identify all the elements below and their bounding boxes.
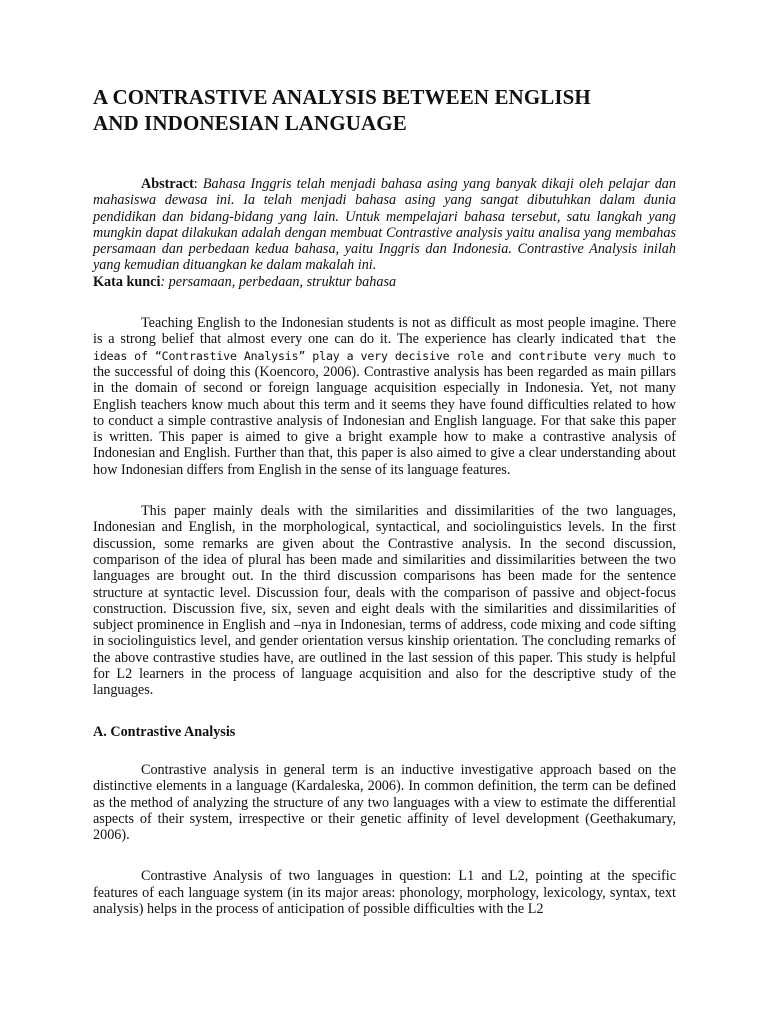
keywords-label: Kata kunci: [93, 273, 161, 290]
body-paragraph-2: This paper mainly deals with the similarities and dissimilarities of the two languages, Indonesian and English, in the morphological, syntactical, and sociolinguistics levels. In the first discussion, some remarks are given about the Contrastive analysis. In the second discussion, comparison of the idea of plural has been made and similarities and dissimilarities between the two languages are brought out. In the third discussion comparisons has been made for the sentence structure at syntactic level. Discussion four, deals with the comparison of passive and object-focus construction. Discussion five, six, seven and eight deals with the similarities and dissimilarities of subject prominence in English and –nya in Indonesian, terms of address, code mixing and code sifting in sociolinguistics level, and gender orientation versus kinship orientation. The concluding remarks of the above contrastive studies have, are outlined in the last session of this paper. This study is helpful for L2 learners in the process of language acquisition and also for the descriptive study of the languages.: [93, 503, 676, 699]
abstract-text: Bahasa Inggris telah menjadi bahasa asing yang banyak dikaji oleh pelajar dan mahasiswa dewasa ini. Ia telah menjadi bahasa asing yang sangat dibutuhkan dalam dunia pendidikan dan bidang-bidang yang lain. Untuk mempelajari bahasa tersebut, satu langkah yang mungkin dapat dilakukan adalah dengan membuat Contrastive analysis yaitu analisa yang membahas persamaan dan perbedaan kedua bahasa, yaitu Inggris dan Indonesia. Contrastive Analysis inilah yang kemudian dituangkan ke dalam makalah ini.: [93, 176, 676, 274]
paper-title: [93, 84, 676, 136]
body-paragraph-1: [93, 315, 676, 478]
spacer: [93, 740, 676, 762]
keywords-text: : persamaan, perbedaan, struktur bahasa: [160, 273, 397, 290]
paper-title-line-2: AND INDONESIAN LANGUAGE: [93, 111, 407, 135]
body-paragraph-3: Contrastive analysis in general term is an inductive investigative approach based on the distinctive elements in a language (Kardaleska, 2006). In common definition, the term can be defined as the method of analyzing the structure of any two languages with a view to estimate the differential aspects of their system, irrespective or their genetic affinity of level development (Geethakumary, 2006).: [93, 761, 676, 844]
spacer: [93, 290, 676, 315]
abstract-paragraph: [93, 176, 676, 290]
body-paragraph-1-part-2: the successful of doing this (Koencoro, 2006). Contrastive analysis has been regarded as main pillars in the domain of second or foreign language acquisition especially in Indonesia. Yet, not many English teachers know much about this term and it seems they have found difficulties related to how to conduct a simple contrastive analysis of Indonesian and English language. For that sake this paper is written. This paper is aimed to give a bright example how to make a contrastive analysis of Indonesian and English. Further than that, this paper is also aimed to give a clear understanding about how Indonesian differs from English in the sense of its language features.: [93, 363, 676, 478]
section-heading-contrastive-analysis: A. Contrastive Analysis: [93, 723, 236, 740]
spacer: [93, 699, 676, 724]
abstract-label: Abstract: [141, 176, 194, 192]
body-paragraph-1-mono-line: that the ideas of “Contrastive Analysis” play a very decisive role and contribute very much to: [93, 332, 677, 363]
paper-title-line-1: A CONTRASTIVE ANALYSIS BETWEEN ENGLISH: [93, 85, 591, 109]
abstract-colon: :: [193, 176, 203, 192]
body-paragraph-4: Contrastive Analysis of two languages in question: L1 and L2, pointing at the specific features of each language system (in its major areas: phonology, morphology, lexicology, syntax, text analysis) helps in the process of anticipation of possible difficulties with the L2: [93, 868, 676, 917]
spacer: [93, 478, 676, 503]
body-paragraph-1-part-1: Teaching English to the Indonesian students is not as difficult as most people imagine. There is a strong belief that almost every one can do it. The experience has clearly indicated: [93, 315, 676, 348]
spacer: [93, 843, 676, 868]
